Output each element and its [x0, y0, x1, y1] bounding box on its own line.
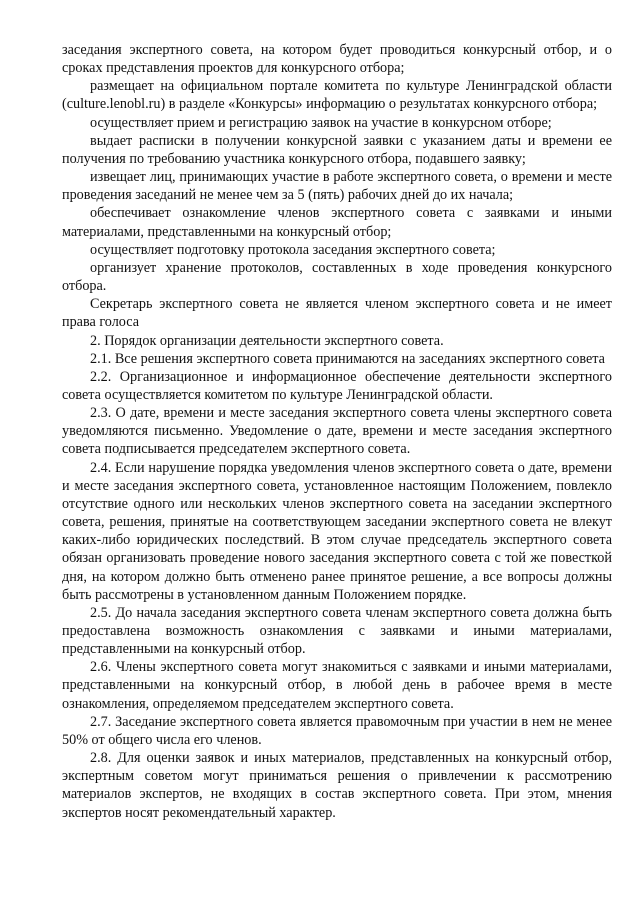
clause-2-1: 2.1. Все решения экспертного совета принимаются на заседаниях экспертного совета [90, 350, 605, 367]
clause-2-4: 2.4. Если нарушение порядка уведомления членов экспертного совета о дате, времени и месте заседания экспертного совета, установленное настоящим Положением, повлекло отсутствие одного или нескольких членов экспертного совета на заседании экспертного совета, решения, принятые на соответствующем заседании экспертного совета не влекут каких-либо юридических последствий. В этом случае председатель экспертного совета обязан организовать проведение нового заседания экспертного совета с той же повесткой дня, на котором должно быть отменено ранее принятое решение, а все вопросы должны быть рассмотрены в установленном данным Положением порядке. [62, 459, 612, 603]
paragraph-provide-review: обеспечивает ознакомление членов экспертного совета с заявками и иными материалами, представленными на конкурсный отбор; [62, 205, 612, 240]
clause-2-5: 2.5. До начала заседания экспертного совета членам экспертного совета должна быть предоставлена возможность ознакомления с заявками и иными материалами, представленными на конкурсный отбор. [62, 604, 612, 658]
paragraph-publish-results: размещает на официальном портале комитета по культуре Ленинградской области (culture.lenobl.ru) в разделе «Конкурсы» информацию о результатах конкурсного отбора; [62, 78, 612, 113]
paragraph-secretary-no-vote: Секретарь экспертного совета не является членом экспертного совета и не имеет права голоса [62, 296, 612, 331]
clause-2-6: 2.6. Члены экспертного совета могут знакомиться с заявками и иными материалами, представленными на конкурсный отбор, в любой день в рабочее время в месте ознакомления, определяемом председателем экспертного совета. [62, 659, 612, 712]
clause-2-3: 2.3. О дате, времени и месте заседания экспертного совета члены экспертного совета уведомляются письменно. Уведомление о дате, времени и месте заседания экспертного совета подписывается председателем экспертного совета. [62, 405, 612, 458]
section-heading-2: 2. Порядок организации деятельности экспертного совета. [90, 332, 444, 349]
paragraph-issue-receipts: выдает расписки в получении конкурсной заявки с указанием даты и времени ее получения по требованию участника конкурсного отбора, подавшего заявку; [62, 132, 612, 167]
paragraph-notify-participants: извещает лиц, принимающих участие в работе экспертного совета, о времени и месте проведения заседаний не менее чем за 5 (пять) рабочих дней до их начала; [62, 169, 612, 204]
clause-2-8: 2.8. Для оценки заявок и иных материалов, представленных на конкурсный отбор, экспертным советом могут приниматься решения о привлечении к рассмотрению материалов экспертов, не входящих в состав экспертного совета. При этом, мнения экспертов носят рекомендательный характер. [62, 750, 612, 821]
clause-2-2: 2.2. Организационное и информационное обеспечение деятельности экспертного совета осуществляется комитетом по культуре Ленинградской области. [62, 368, 612, 403]
paragraph-store-protocols: организует хранение протоколов, составленных в ходе проведения конкурсного отбора. [62, 259, 612, 295]
paragraph-accept-applications: осуществляет прием и регистрацию заявок на участие в конкурсном отборе; [90, 114, 552, 131]
paragraph-meeting-notice-continuation: заседания экспертного совета, на котором будет проводиться конкурсный отбор, и о сроках представления проектов для конкурсного отбора; [62, 42, 612, 77]
paragraph-prepare-protocol: осуществляет подготовку протокола заседания экспертного совета; [90, 241, 496, 258]
clause-2-7: 2.7. Заседание экспертного совета является правомочным при участии в нем не менее 50% от общего числа его членов. [62, 713, 612, 748]
